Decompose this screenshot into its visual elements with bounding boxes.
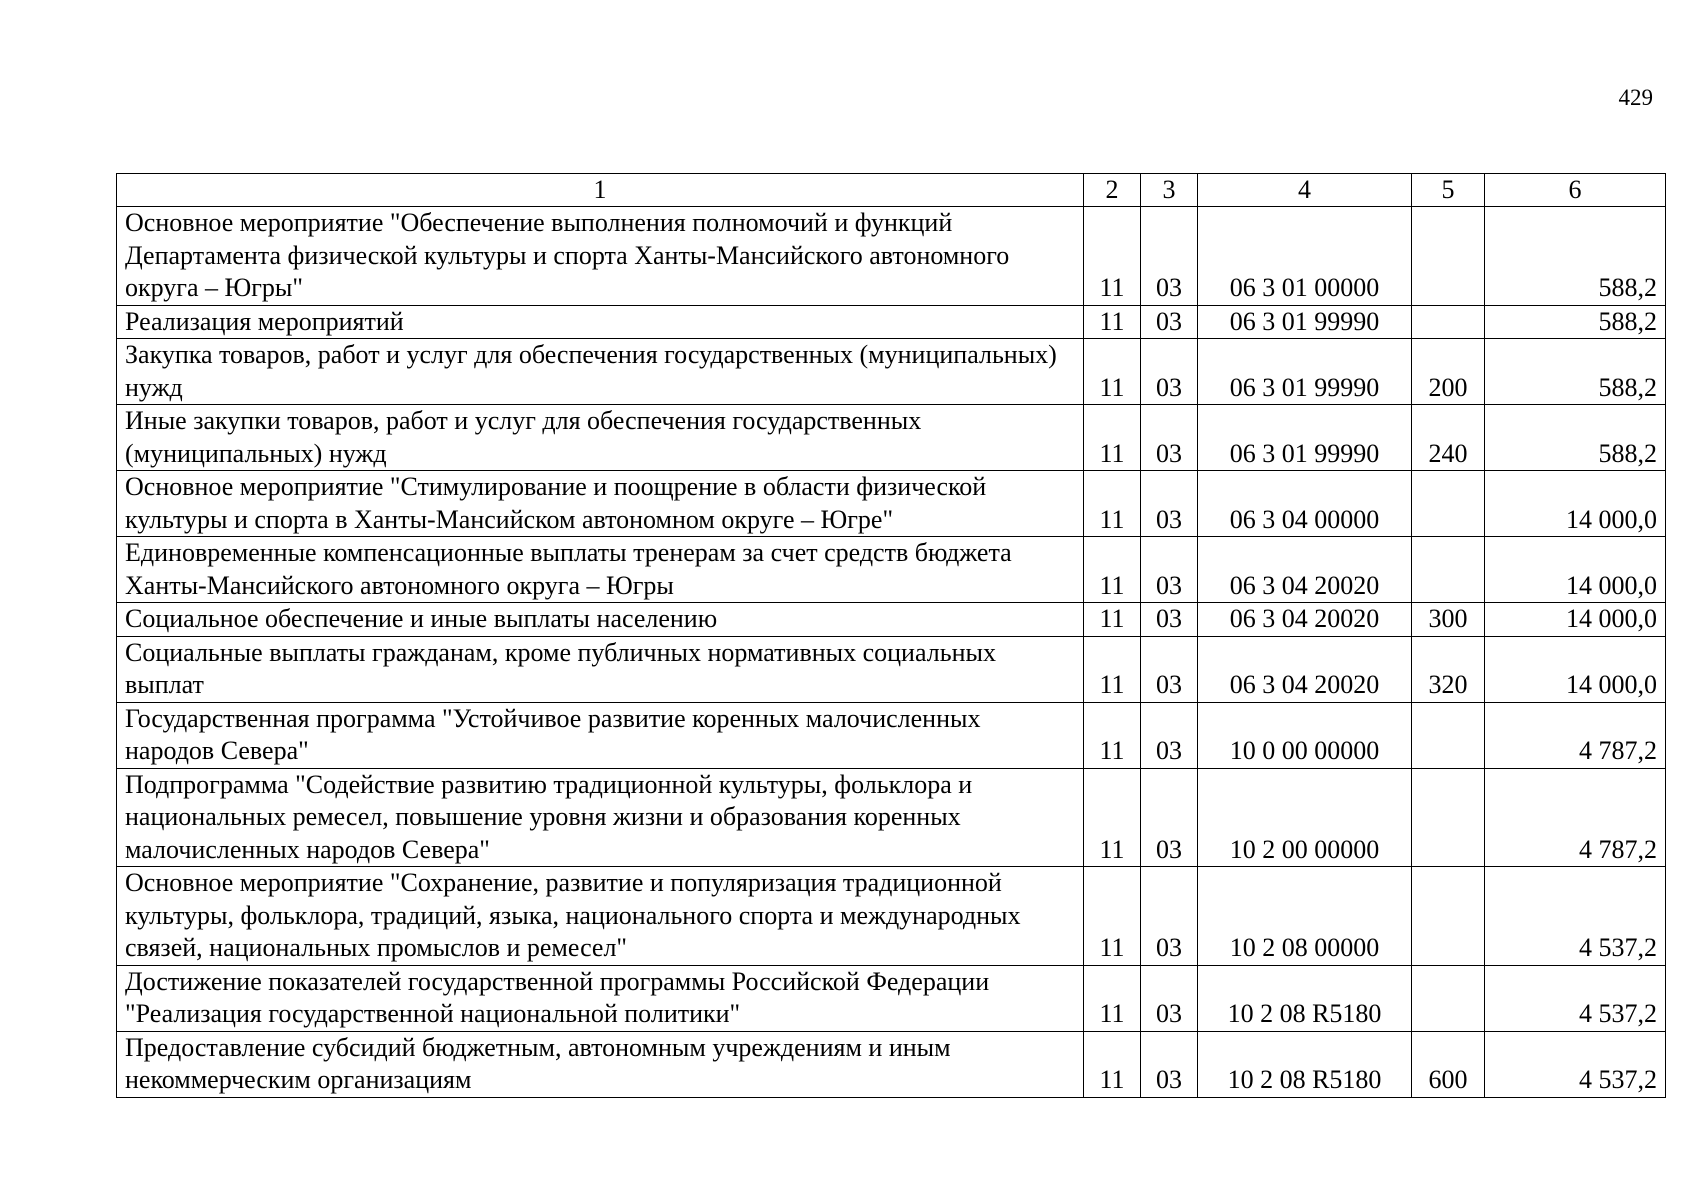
header-col-4: 4: [1198, 174, 1412, 207]
subsection-code: 03: [1141, 207, 1198, 306]
subsection-code: 03: [1141, 768, 1198, 867]
target-article-code: 06 3 04 20020: [1198, 636, 1412, 702]
subsection-code: 03: [1141, 471, 1198, 537]
target-article-code: 10 2 08 00000: [1198, 867, 1412, 966]
expense-type-code: 320: [1412, 636, 1485, 702]
header-col-3: 3: [1141, 174, 1198, 207]
section-code: 11: [1084, 207, 1141, 306]
section-code: 11: [1084, 636, 1141, 702]
header-col-6: 6: [1485, 174, 1666, 207]
expense-type-code: [1412, 702, 1485, 768]
item-name: Реализация мероприятий: [117, 305, 1084, 339]
expense-type-code: [1412, 207, 1485, 306]
subsection-code: 03: [1141, 867, 1198, 966]
table-row: [117, 867, 1666, 966]
item-name: Предоставление субсидий бюджетным, автономным учреждениям и иным некоммерческим организациям: [117, 1031, 1084, 1097]
amount: 588,2: [1485, 339, 1666, 405]
target-article-code: 06 3 01 99990: [1198, 305, 1412, 339]
section-code: 11: [1084, 603, 1141, 637]
expense-type-code: 300: [1412, 603, 1485, 637]
table-row: [117, 636, 1666, 702]
amount: 4 787,2: [1485, 768, 1666, 867]
section-code: 11: [1084, 867, 1141, 966]
item-name: Социальное обеспечение и иные выплаты населению: [117, 603, 1084, 637]
item-name: Социальные выплаты гражданам, кроме публичных нормативных социальных выплат: [117, 636, 1084, 702]
section-code: 11: [1084, 1031, 1141, 1097]
table-row: [117, 207, 1666, 306]
subsection-code: 03: [1141, 405, 1198, 471]
item-name: Государственная программа "Устойчивое развитие коренных малочисленных народов Севера": [117, 702, 1084, 768]
table-row: [117, 405, 1666, 471]
target-article-code: 06 3 04 20020: [1198, 537, 1412, 603]
subsection-code: 03: [1141, 305, 1198, 339]
section-code: 11: [1084, 768, 1141, 867]
amount: 14 000,0: [1485, 636, 1666, 702]
target-article-code: 06 3 01 99990: [1198, 339, 1412, 405]
subsection-code: 03: [1141, 537, 1198, 603]
table-row: [117, 965, 1666, 1031]
expense-type-code: [1412, 768, 1485, 867]
subsection-code: 03: [1141, 965, 1198, 1031]
table-header-row: [117, 174, 1666, 207]
target-article-code: 10 0 00 00000: [1198, 702, 1412, 768]
expense-type-code: [1412, 471, 1485, 537]
expense-type-code: 240: [1412, 405, 1485, 471]
header-col-5: 5: [1412, 174, 1485, 207]
budget-table: [116, 173, 1666, 1098]
page-number: 429: [1618, 85, 1653, 110]
table-row: [117, 305, 1666, 339]
subsection-code: 03: [1141, 636, 1198, 702]
target-article-code: 06 3 01 00000: [1198, 207, 1412, 306]
amount: 14 000,0: [1485, 537, 1666, 603]
item-name: Основное мероприятие "Обеспечение выполнения полномочий и функций Департамента физической культуры и спорта Ханты-Мансийского автономного округа – Югры": [117, 207, 1084, 306]
item-name: Основное мероприятие "Стимулирование и поощрение в области физической культуры и спорта в Ханты-Мансийском автономном округе – Югре": [117, 471, 1084, 537]
target-article-code: 10 2 08 R5180: [1198, 965, 1412, 1031]
subsection-code: 03: [1141, 339, 1198, 405]
section-code: 11: [1084, 339, 1141, 405]
section-code: 11: [1084, 405, 1141, 471]
section-code: 11: [1084, 305, 1141, 339]
item-name: Достижение показателей государственной программы Российской Федерации "Реализация государственной национальной политики": [117, 965, 1084, 1031]
table-row: [117, 603, 1666, 637]
section-code: 11: [1084, 965, 1141, 1031]
item-name: Закупка товаров, работ и услуг для обеспечения государственных (муниципальных) нужд: [117, 339, 1084, 405]
amount: 4 787,2: [1485, 702, 1666, 768]
expense-type-code: [1412, 537, 1485, 603]
header-col-1: 1: [117, 174, 1084, 207]
amount: 4 537,2: [1485, 867, 1666, 966]
expense-type-code: [1412, 867, 1485, 966]
section-code: 11: [1084, 702, 1141, 768]
table-row: [117, 471, 1666, 537]
target-article-code: 06 3 01 99990: [1198, 405, 1412, 471]
amount: 14 000,0: [1485, 471, 1666, 537]
expense-type-code: [1412, 965, 1485, 1031]
section-code: 11: [1084, 537, 1141, 603]
item-name: Единовременные компенсационные выплаты тренерам за счет средств бюджета Ханты-Мансийского автономного округа – Югры: [117, 537, 1084, 603]
table-row: [117, 339, 1666, 405]
target-article-code: 10 2 00 00000: [1198, 768, 1412, 867]
amount: 588,2: [1485, 405, 1666, 471]
expense-type-code: 200: [1412, 339, 1485, 405]
subsection-code: 03: [1141, 1031, 1198, 1097]
amount: 588,2: [1485, 207, 1666, 306]
table-row: [117, 1031, 1666, 1097]
target-article-code: 10 2 08 R5180: [1198, 1031, 1412, 1097]
amount: 14 000,0: [1485, 603, 1666, 637]
item-name: Иные закупки товаров, работ и услуг для обеспечения государственных (муниципальных) нужд: [117, 405, 1084, 471]
expense-type-code: 600: [1412, 1031, 1485, 1097]
subsection-code: 03: [1141, 603, 1198, 637]
amount: 4 537,2: [1485, 1031, 1666, 1097]
target-article-code: 06 3 04 20020: [1198, 603, 1412, 637]
subsection-code: 03: [1141, 702, 1198, 768]
item-name: Подпрограмма "Содействие развитию традиционной культуры, фольклора и национальных ремесел, повышение уровня жизни и образования коренных малочисленных народов Севера": [117, 768, 1084, 867]
table-row: [117, 537, 1666, 603]
section-code: 11: [1084, 471, 1141, 537]
header-col-2: 2: [1084, 174, 1141, 207]
expense-type-code: [1412, 305, 1485, 339]
amount: 4 537,2: [1485, 965, 1666, 1031]
table-row: [117, 768, 1666, 867]
amount: 588,2: [1485, 305, 1666, 339]
item-name: Основное мероприятие "Сохранение, развитие и популяризация традиционной культуры, фольклора, традиций, языка, национального спорта и международных связей, национальных промыслов и ремесел": [117, 867, 1084, 966]
table-row: [117, 702, 1666, 768]
target-article-code: 06 3 04 00000: [1198, 471, 1412, 537]
